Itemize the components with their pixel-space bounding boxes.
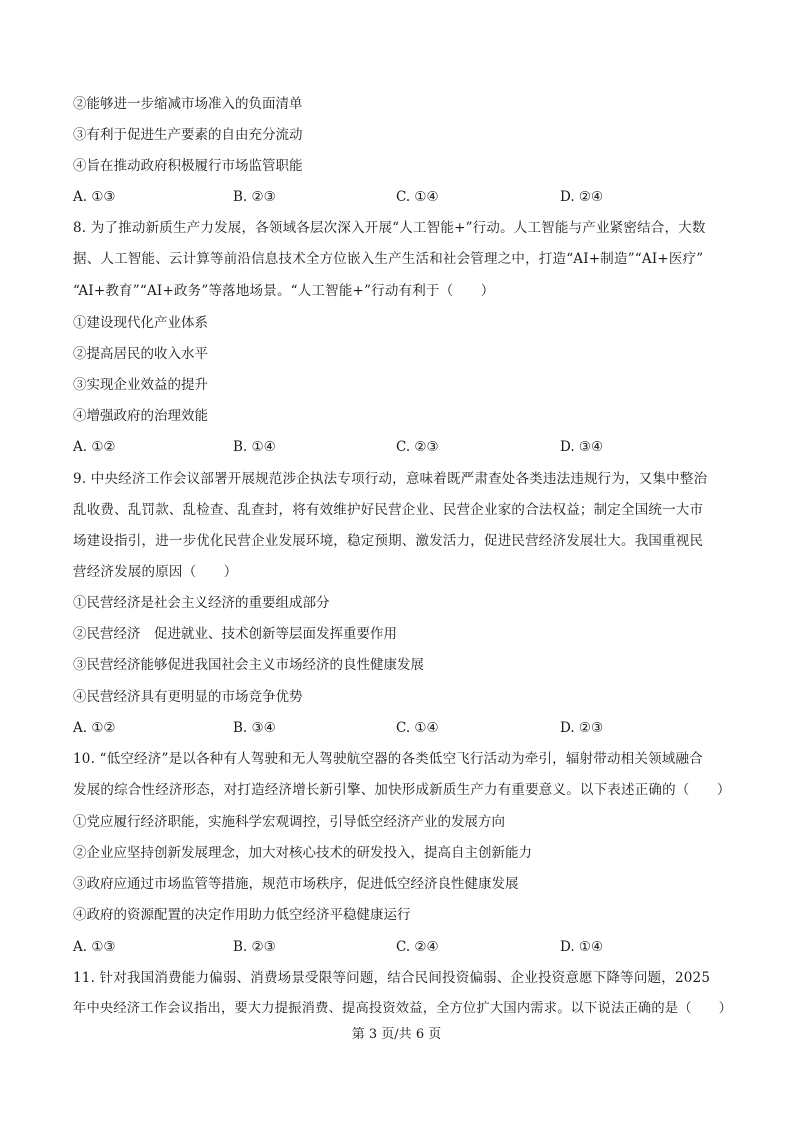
q10-item-3: ③政府应通过市场监管等措施，规范市场秩序，促进低空经济良性健康发展 [73,876,519,892]
page-number-footer: 第 3 页/共 6 页 [351,1027,442,1042]
q8-item-1: ①建设现代化产业体系 [73,315,208,331]
q7-options [73,188,733,206]
q10-item-4: ④政府的资源配置的决定作用助力低空经济平稳健康运行 [73,907,411,923]
q10-item-2: ②企业应坚持创新发展理念，加大对核心技术的研发投入，提高自主创新能力 [73,845,532,861]
q7-option-a[interactable]: A. ①③ [73,189,116,205]
q9-options [73,719,733,737]
q8-option-c[interactable]: C. ②③ [396,439,439,455]
q8-stem-line-1: 8. 为了推动新质生产力发展，各领域各层次深入开展“人工智能+”行动。人工智能与产业紧密结合，大数 [73,220,706,236]
q7-option-b[interactable]: B. ②③ [233,189,276,205]
q11-stem-line-2: 年中央经济工作会议指出，要大力提振消费、提高投资效益，全方位扩大国内需求。以下说法正确的是（ ） [73,1001,733,1016]
q9-stem-line-1: 9. 中央经济工作会议部署开展规范涉企执法专项行动，意味着既严肃查处各类违法违规行为，又集中整治 [73,471,708,487]
q8-stem-line-2: 据、人工智能、云计算等前沿信息技术全方位嵌入生产生活和社会管理之中，打造“AI+制造”“AI+医疗” [73,251,704,267]
q11-stem-line-1: 11. 针对我国消费能力偏弱、消费场景受限等问题，结合民间投资偏弱、企业投资意愿下降等问题，2025 [73,970,711,986]
q9-stem-line-4: 营经济发展的原因（ ） [73,564,238,580]
q9-option-a[interactable]: A. ①② [73,720,116,736]
q9-item-2: ②民营经济 促进就业、技术创新等层面发挥重要作用 [73,626,397,642]
q7-option-d[interactable]: D. ②④ [560,189,604,205]
q9-option-c[interactable]: C. ①④ [396,720,439,736]
q8-option-a[interactable]: A. ①② [73,439,116,455]
q8-item-2: ②提高居民的收入水平 [73,346,208,362]
q10-options [73,938,733,956]
q8-item-3: ③实现企业效益的提升 [73,377,208,393]
q7-item-4: ④旨在推动政府积极履行市场监管职能 [73,158,303,174]
q10-stem-line-2: 发展的综合性经济形态，对打造经济增长新引擎、加快形成新质生产力有重要意义。以下表述正确的（ ） [73,782,731,798]
q8-option-d[interactable]: D. ③④ [560,439,604,455]
q10-item-1: ①党应履行经济职能，实施科学宏观调控，引导低空经济产业的发展方向 [73,814,505,830]
q10-option-a[interactable]: A. ①③ [73,939,116,955]
q9-stem-line-2: 乱收费、乱罚款、乱检查、乱查封，将有效维护好民营企业、民营企业家的合法权益；制定全国统一大市 [73,502,704,518]
q10-stem-line-1: 10. “低空经济”是以各种有人驾驶和无人驾驶航空器的各类低空飞行活动为牵引，辐射带动相关领域融合 [73,751,703,767]
q8-option-b[interactable]: B. ①④ [233,439,276,455]
q7-option-c[interactable]: C. ①④ [396,189,439,205]
q10-option-d[interactable]: D. ①④ [560,939,604,955]
q7-item-2: ②能够进一步缩减市场准入的负面清单 [73,96,303,112]
q9-item-3: ③民营经济能够促进我国社会主义市场经济的良性健康发展 [73,657,424,673]
q10-option-c[interactable]: C. ②④ [396,939,439,955]
q9-item-4: ④民营经济具有更明显的市场竞争优势 [73,689,303,705]
q9-stem-line-3: 场建设指引，进一步优化民营企业发展环境，稳定预期、激发活力，促进民营经济发展壮大。我国重视民 [73,533,704,549]
q7-item-3: ③有利于促进生产要素的自由充分流动 [73,127,303,143]
q8-stem-line-3: “AI+教育”“AI+政务”等落地场景。“人工智能+”行动有利于（ ） [73,283,495,299]
q9-item-1: ①民营经济是社会主义经济的重要组成部分 [73,595,330,611]
q10-option-b[interactable]: B. ②③ [233,939,276,955]
q8-options [73,438,733,456]
q9-option-d[interactable]: D. ②③ [560,720,604,736]
q8-item-4: ④增强政府的治理效能 [73,408,208,424]
q9-option-b[interactable]: B. ③④ [233,720,276,736]
